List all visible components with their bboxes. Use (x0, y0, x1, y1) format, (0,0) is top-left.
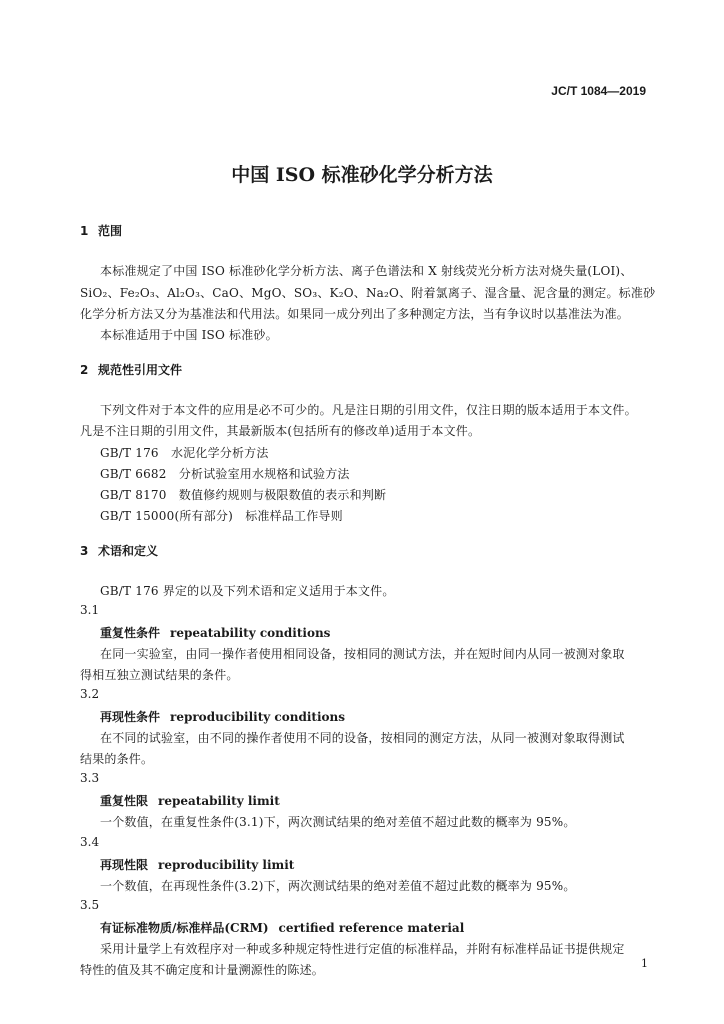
term-en: repeatability limit (158, 794, 280, 808)
section-2-heading (80, 361, 182, 378)
section-title: 范围 (98, 224, 123, 238)
definition-line: 得相互独立测试结果的条件。 (80, 668, 239, 682)
term-en: reproducibility limit (158, 858, 295, 872)
section-number: 1 (80, 224, 89, 238)
term-heading (100, 792, 280, 809)
definition-line: 采用计量学上有效程序对一种或多种规定特性进行定值的标准样品，并附有标准样品证书提供规定 (100, 942, 625, 956)
subsection-number: 3.2 (80, 687, 100, 701)
section-number: 3 (80, 544, 89, 558)
section-1-heading (80, 222, 122, 239)
paragraph-line: GB/T 176 界定的以及下列术语和定义适用于本文件。 (100, 584, 395, 598)
reference-item: GB/T 176 水泥化学分析方法 (100, 446, 269, 460)
definition-line: 在不同的试验室，由不同的操作者使用不同的设备，按相同的测定方法，从同一被测对象取得测试 (100, 731, 625, 745)
definition-line: 特性的值及其不确定度和计量溯源性的陈述。 (80, 963, 325, 977)
term-en: certified reference material (278, 921, 465, 935)
paragraph-line: 下列文件对于本文件的应用是必不可少的。凡是注日期的引用文件，仅注日期的版本适用于本文件。 (100, 403, 637, 417)
paragraph-line: 凡是不注日期的引用文件，其最新版本(包括所有的修改单)适用于本文件。 (80, 424, 481, 438)
term-en: repeatability conditions (170, 626, 331, 640)
reference-item: GB/T 6682 分析试验室用水规格和试验方法 (100, 467, 350, 481)
section-number: 2 (80, 363, 89, 377)
definition-line: 在同一实验室，由同一操作者使用相同设备，按相同的测试方法，并在短时间内从同一被测对象取 (100, 647, 625, 661)
term-heading (100, 919, 464, 936)
reference-item: GB/T 8170 数值修约规则与极限数值的表示和判断 (100, 488, 387, 502)
document-code: JC/T 1084—2019 (551, 84, 646, 98)
subsection-number: 3.3 (80, 771, 100, 785)
term-heading (100, 624, 330, 641)
subsection-number: 3.4 (80, 835, 100, 849)
definition-line: 结果的条件。 (80, 752, 154, 766)
page-number: 1 (641, 957, 648, 970)
term-zh: 重复性限 (100, 794, 149, 808)
term-zh: 再现性限 (100, 858, 149, 872)
section-title: 规范性引用文件 (98, 363, 183, 377)
paragraph-line: 本标准适用于中国 ISO 标准砂。 (100, 328, 278, 342)
term-zh: 有证标准物质/标准样品(CRM) (100, 921, 269, 935)
paragraph-line: SiO₂、Fe₂O₃、Al₂O₃、CaO、MgO、SO₃、K₂O、Na₂O、附着氯离子、湿含量、泥含量的测定。标准砂 (80, 286, 656, 300)
term-en: reproducibility conditions (170, 710, 345, 724)
paragraph-line: 化学分析方法又分为基准法和代用法。如果同一成分列出了多种测定方法，当有争议时以基准法为准。 (80, 307, 630, 321)
term-heading (100, 856, 294, 873)
definition-line: 一个数值，在再现性条件(3.2)下，两次测试结果的绝对差值不超过此数的概率为 95%。 (100, 879, 576, 893)
section-3-heading (80, 542, 158, 559)
subsection-number: 3.1 (80, 603, 100, 617)
document-title: 中国 ISO 标准砂化学分析方法 (231, 164, 493, 186)
definition-line: 一个数值，在重复性条件(3.1)下，两次测试结果的绝对差值不超过此数的概率为 95%。 (100, 815, 576, 829)
term-heading (100, 708, 345, 725)
paragraph-line: 本标准规定了中国 ISO 标准砂化学分析方法、离子色谱法和 X 射线荧光分析方法对烧失量(LOI)、 (100, 264, 633, 278)
subsection-number: 3.5 (80, 898, 100, 912)
term-zh: 重复性条件 (100, 626, 161, 640)
section-title: 术语和定义 (98, 544, 159, 558)
reference-item: GB/T 15000(所有部分) 标准样品工作导则 (100, 509, 343, 523)
term-zh: 再现性条件 (100, 710, 161, 724)
